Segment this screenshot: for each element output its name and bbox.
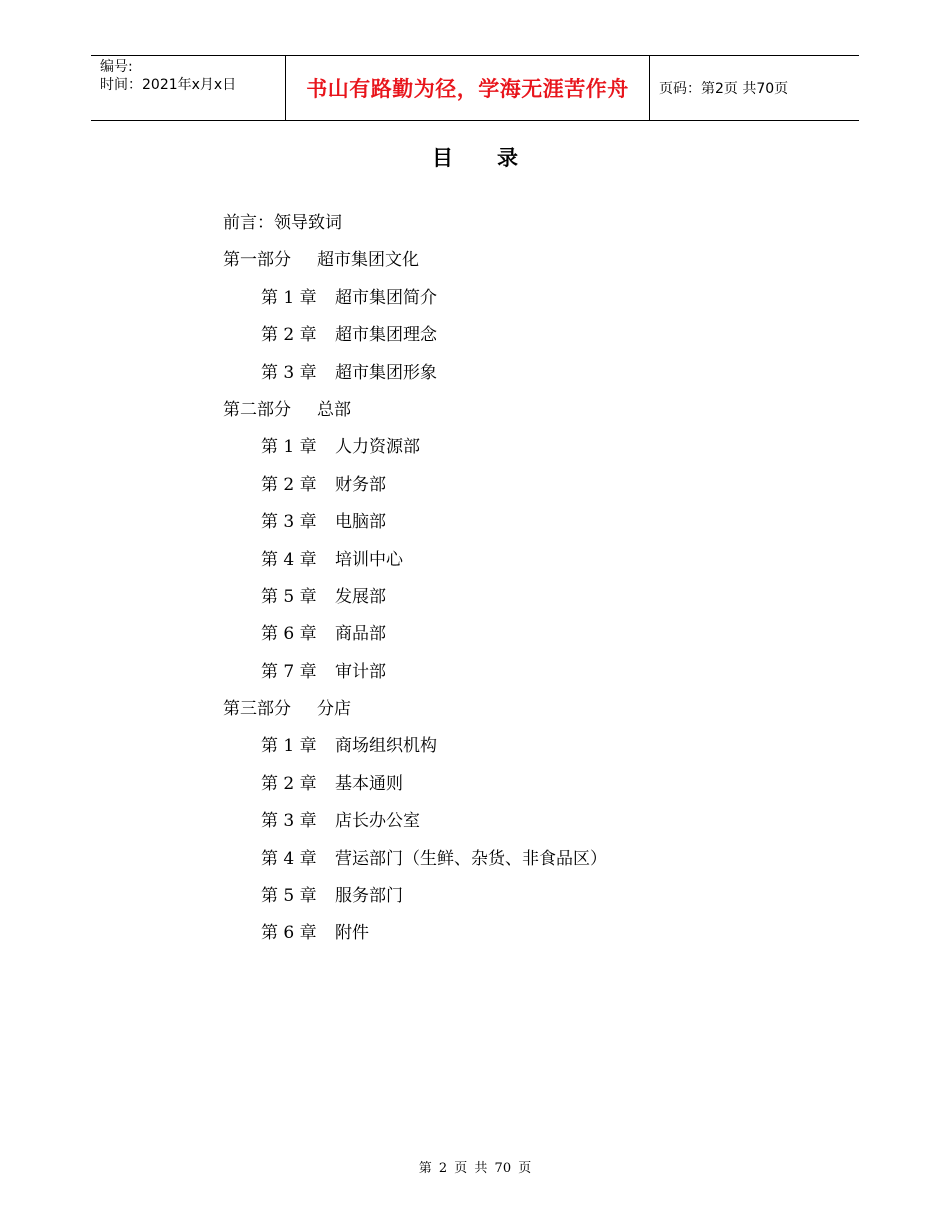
toc-entry-text: 发展部 <box>335 586 386 607</box>
toc-entry-text: 附件 <box>335 923 369 944</box>
toc-entry-text: 服务部门 <box>335 886 403 907</box>
toc-entry-text: 商场组织机构 <box>335 736 437 757</box>
toc-part-entry <box>223 392 783 429</box>
toc-entry-text: 超市集团形象 <box>335 362 437 383</box>
toc-entry-text: 审计部 <box>335 661 386 682</box>
page-footer: 第 2 页 共 70 页 <box>418 1161 532 1176</box>
toc-entry-number: 第二部分 <box>223 399 291 420</box>
toc-chapter-entry <box>223 728 783 765</box>
toc-entry-text: 营运部门（生鲜、杂货、非食品区） <box>335 848 607 869</box>
toc-entry-number: 第 2 章 <box>261 773 317 794</box>
toc-entry-number: 第 1 章 <box>261 736 317 757</box>
header-motto-cell <box>286 56 650 120</box>
toc-entry-number: 第 3 章 <box>261 811 317 832</box>
toc-chapter-entry <box>223 766 783 803</box>
toc-entry-text: 分店 <box>317 699 351 720</box>
toc-entry-text: 基本通则 <box>335 773 403 794</box>
toc-entry-number: 第 6 章 <box>261 923 317 944</box>
time-label: 时间：2021年x月x日 <box>100 77 237 93</box>
toc-entry-text: 培训中心 <box>335 549 403 570</box>
toc-entry-text: 超市集团简介 <box>335 287 437 308</box>
toc-entry-text: 前言：领导致词 <box>223 213 342 233</box>
motto-text: 书山有路勤为径，学海无涯苦作舟 <box>306 77 629 101</box>
toc-entry-number: 第 6 章 <box>261 624 317 645</box>
toc-entry-text: 人力资源部 <box>335 437 420 458</box>
toc-entry-number: 第一部分 <box>223 250 291 271</box>
toc-entry-text: 财务部 <box>335 474 386 495</box>
toc-entry-number: 第 2 章 <box>261 474 317 495</box>
toc-chapter-entry <box>223 616 783 653</box>
toc-entry-number: 第 1 章 <box>261 287 317 308</box>
toc-entry-number: 第三部分 <box>223 699 291 720</box>
toc-entry-number: 第 2 章 <box>261 325 317 346</box>
toc-entry-number: 第 1 章 <box>261 437 317 458</box>
toc-chapter-entry <box>223 429 783 466</box>
toc-chapter-entry <box>223 542 783 579</box>
page-header <box>91 55 859 121</box>
toc-chapter-entry <box>223 280 783 317</box>
serial-label: 编号: <box>100 59 133 75</box>
toc-entry-text: 店长办公室 <box>335 811 420 832</box>
toc-entry-number: 第 7 章 <box>261 661 317 682</box>
toc-chapter-entry <box>223 803 783 840</box>
toc-entry-number: 第 5 章 <box>261 886 317 907</box>
toc-chapter-entry <box>223 915 783 952</box>
toc-part-entry <box>223 242 783 279</box>
toc-entry-text: 超市集团文化 <box>317 250 419 271</box>
toc-entry-number: 第 3 章 <box>261 512 317 533</box>
toc-chapter-entry <box>223 467 783 504</box>
toc-entry-number: 第 4 章 <box>261 848 317 869</box>
toc-chapter-entry <box>223 841 783 878</box>
toc-chapter-entry <box>223 654 783 691</box>
page-info: 页码：第2页 共70页 <box>659 81 789 97</box>
toc-entry-text: 总部 <box>317 399 351 420</box>
header-meta-cell <box>91 56 286 120</box>
toc-chapter-entry <box>223 504 783 541</box>
toc-entry-number: 第 5 章 <box>261 586 317 607</box>
toc-title: 目录 <box>432 145 562 170</box>
toc-entry-text: 电脑部 <box>335 512 386 533</box>
table-of-contents <box>223 205 783 953</box>
toc-part-entry <box>223 205 783 242</box>
toc-chapter-entry <box>223 317 783 354</box>
toc-chapter-entry <box>223 878 783 915</box>
toc-chapter-entry <box>223 355 783 392</box>
toc-part-entry <box>223 691 783 728</box>
toc-entry-text: 超市集团理念 <box>335 325 437 346</box>
toc-entry-number: 第 3 章 <box>261 362 317 383</box>
toc-entry-text: 商品部 <box>335 624 386 645</box>
header-page-cell <box>650 56 859 120</box>
toc-chapter-entry <box>223 579 783 616</box>
toc-entry-number: 第 4 章 <box>261 549 317 570</box>
